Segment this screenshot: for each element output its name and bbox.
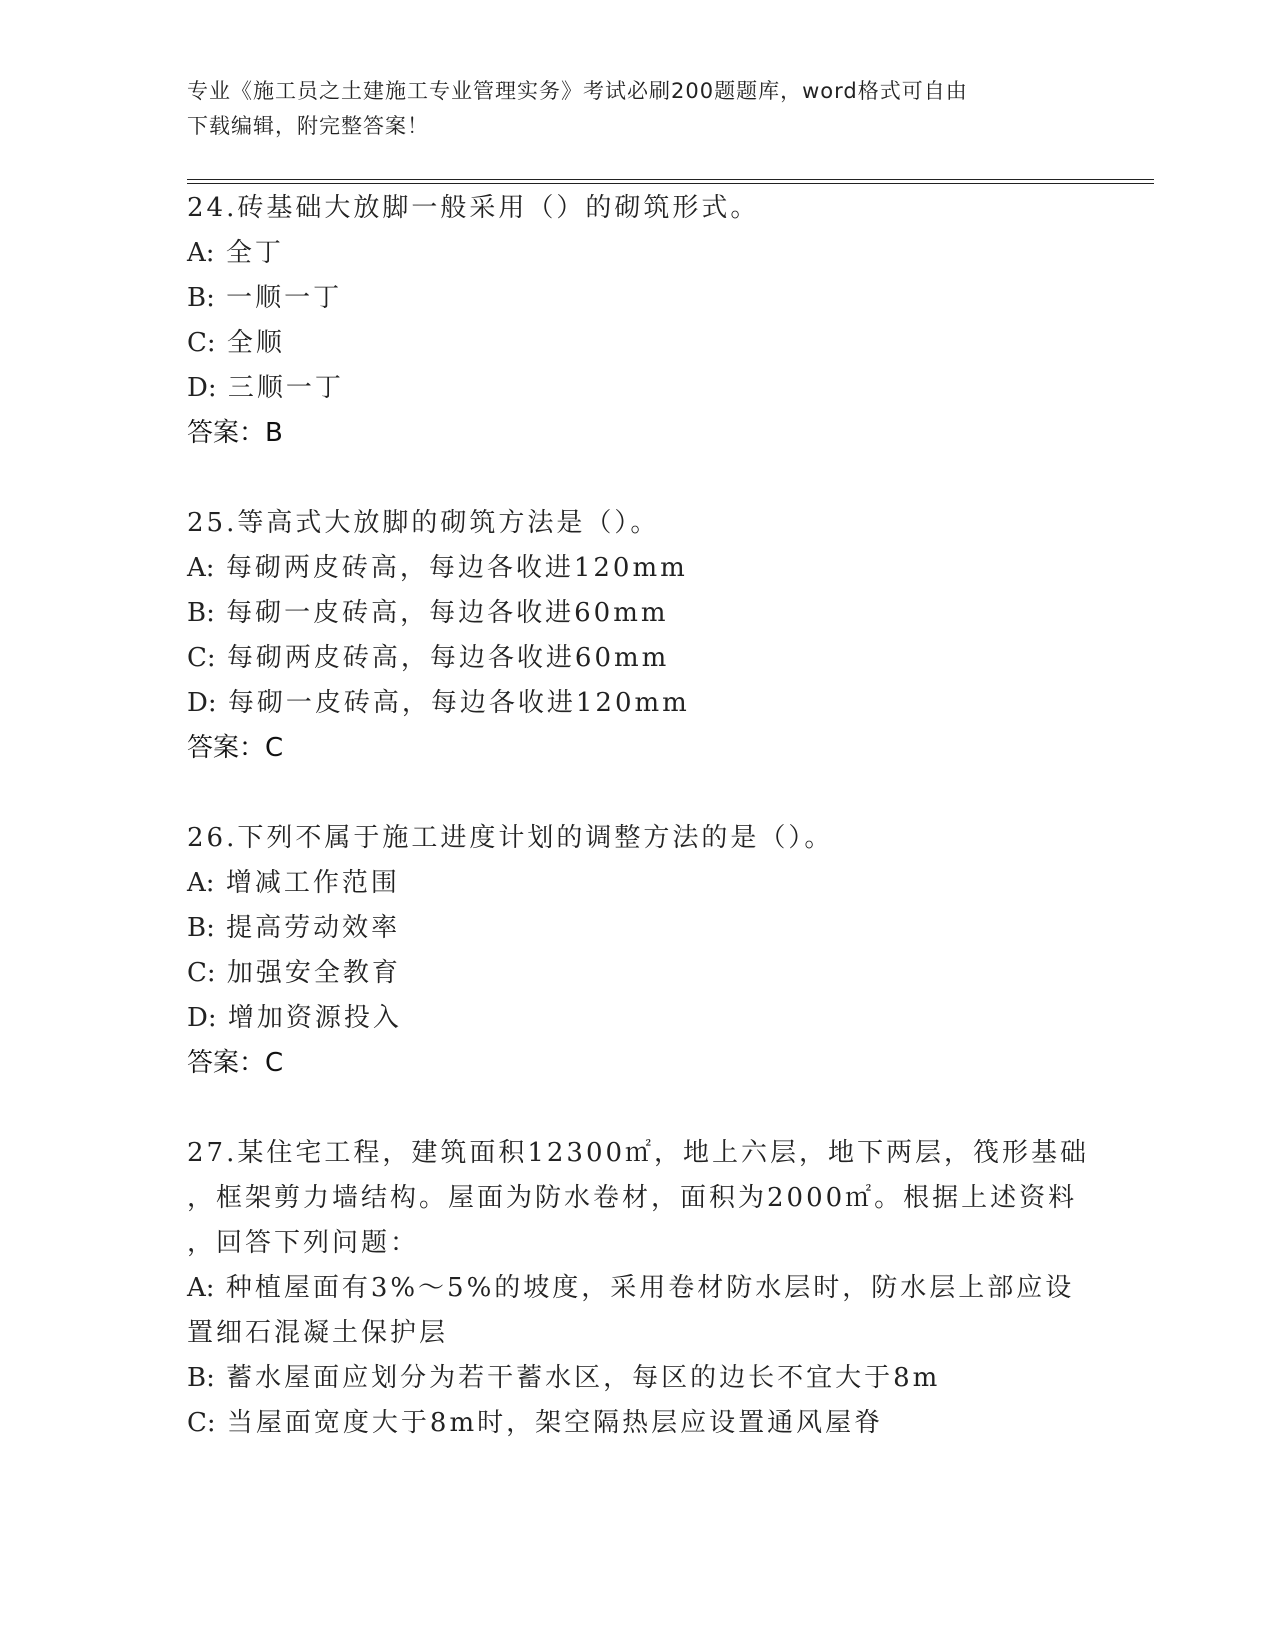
option-text: 全顺: [226, 328, 285, 358]
option-text: 一顺一丁: [226, 283, 343, 313]
option-label: B:: [187, 283, 215, 313]
option-text: 每砌一皮砖高，每边各收进120mm: [227, 688, 690, 718]
option-b: [187, 1356, 1087, 1401]
option-label: D:: [187, 688, 217, 718]
option-label: C:: [187, 958, 216, 988]
header-divider-top: [187, 179, 1154, 180]
option-a: [187, 546, 1087, 591]
option-a: [187, 861, 1087, 906]
option-c: [187, 951, 1087, 996]
question-stem: 26.下列不属于施工进度计划的调整方法的是（）。: [187, 823, 834, 853]
spacer: [187, 771, 1087, 816]
question-24: [187, 186, 1087, 456]
option-text: 三顺一丁: [227, 373, 344, 403]
question-stem-line-3: ，回答下列问题：: [187, 1228, 420, 1258]
option-c: [187, 321, 1087, 366]
spacer: [187, 456, 1087, 501]
header-divider-bottom: [187, 183, 1154, 184]
option-text: 提高劳动效率: [226, 913, 401, 943]
option-label: B:: [187, 913, 215, 943]
option-label: C:: [187, 328, 216, 358]
question-stem-line-2: ，框架剪力墙结构。屋面为防水卷材，面积为2000㎡。根据上述资料: [187, 1183, 1078, 1213]
header-line-1: 专业《施工员之土建施工专业管理实务》考试必刷200题题库，word格式可自由: [187, 79, 968, 103]
option-text: 增加资源投入: [227, 1003, 402, 1033]
spacer: [187, 1086, 1087, 1131]
answer-text: 答案：B: [187, 418, 283, 448]
option-label: A:: [187, 553, 215, 583]
option-text-continued: 置细石混凝土保护层: [187, 1318, 449, 1348]
option-label: A:: [187, 868, 215, 898]
question-stem-line-1: 27.某住宅工程，建筑面积12300㎡，地上六层，地下两层，筏形基础: [187, 1138, 1090, 1168]
option-text: 每砌一皮砖高，每边各收进60mm: [226, 598, 669, 628]
option-label: A:: [187, 1273, 215, 1303]
document-header: [187, 74, 1087, 144]
option-label: B:: [187, 598, 215, 628]
option-text: 增减工作范围: [225, 868, 400, 898]
option-d: [187, 681, 1087, 726]
option-c: [187, 1401, 1087, 1446]
option-text: 当屋面宽度大于8m时，架空隔热层应设置通风屋脊: [226, 1408, 884, 1438]
option-text: 蓄水屋面应划分为若干蓄水区，每区的边长不宜大于8m: [226, 1363, 941, 1393]
option-label: B:: [187, 1363, 215, 1393]
option-text: 全丁: [225, 238, 284, 268]
question-stem: 25.等高式大放脚的砌筑方法是（）。: [187, 508, 660, 538]
option-text: 加强安全教育: [226, 958, 401, 988]
option-c: [187, 636, 1087, 681]
question-26: [187, 816, 1087, 1086]
option-label: D:: [187, 1003, 217, 1033]
option-text: 每砌两皮砖高，每边各收进120mm: [225, 553, 688, 583]
question-list: [187, 186, 1090, 1446]
option-text: 种植屋面有3%～5%的坡度，采用卷材防水层时，防水层上部应设: [225, 1273, 1075, 1303]
option-b: [187, 276, 1087, 321]
question-27: [187, 1131, 1090, 1446]
option-b: [187, 906, 1087, 951]
option-label: C:: [187, 643, 216, 673]
option-b: [187, 591, 1087, 636]
answer-text: 答案：C: [187, 733, 284, 763]
question-stem: 24.砖基础大放脚一般采用（）的砌筑形式。: [187, 193, 760, 223]
option-text: 每砌两皮砖高，每边各收进60mm: [226, 643, 670, 673]
option-a: [187, 231, 1087, 276]
option-a: [187, 1266, 1087, 1311]
option-label: D:: [187, 373, 217, 403]
option-d: [187, 996, 1087, 1041]
question-25: [187, 501, 1087, 771]
option-a-continued: [187, 1311, 1087, 1356]
answer-text: 答案：C: [187, 1048, 284, 1078]
option-label: C:: [187, 1408, 216, 1438]
header-line-2: 下载编辑，附完整答案！: [187, 114, 429, 138]
option-label: A:: [187, 238, 215, 268]
option-d: [187, 366, 1087, 411]
